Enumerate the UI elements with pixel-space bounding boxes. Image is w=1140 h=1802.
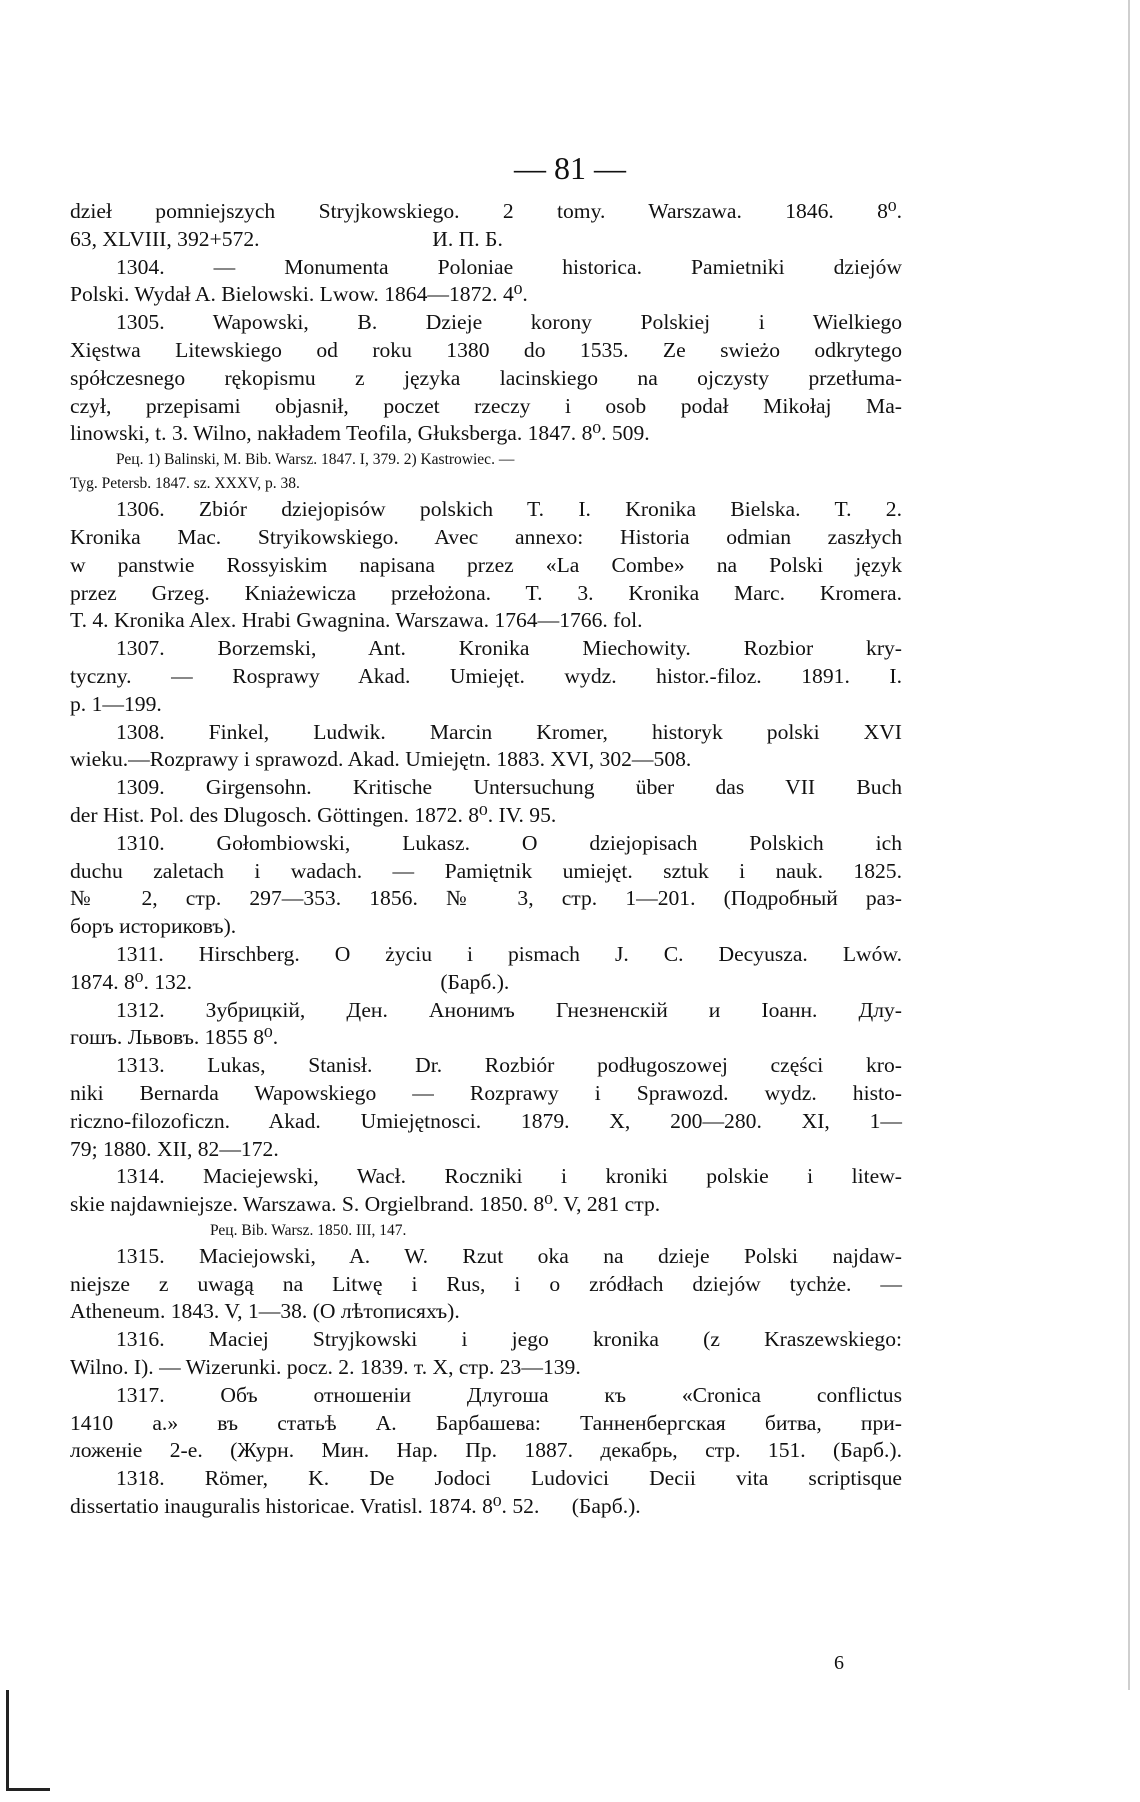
text-line: Polski. Wydał A. Bielowski. Lwow. 1864—1872. 4⁰. [70,282,528,307]
text-line: linowski, t. 3. Wilno, nakładem Teofila, Głuksberga. 1847. 8⁰. 509. [70,421,650,446]
text-line: ложеніе 2-е. (Журн. Мин. Нар. Пр. 1887. декабрь, стр. 151. (Барб.). [70,1438,902,1463]
text-line: p. 1—199. [70,691,162,716]
text-line: der Hist. Pol. des Dlugosch. Göttingen. 1872. 8⁰. IV. 95. [70,802,557,827]
review-note: Рец. Bib. Warsz. 1850. III, 147. [210,1221,407,1239]
text-line: № 2, стр. 297—353. 1856. № 3, стр. 1—201. (Подробный раз- [70,886,902,911]
entry-1318: 1318. Römer, K. De Jodoci Ludovici Decii vita scriptisque [116,1466,902,1491]
entry-1304: 1304. — Monumenta Poloniae historica. Pamietniki dziejów [116,254,902,279]
text-line: tyczny. — Rosprawy Akad. Umiejęt. wydz. histor.-filoz. 1891. I. [70,663,902,688]
entry-1312: 1312. Зубрицкій, Ден. Анонимъ Гнезненскій и Іоанн. Длу- [116,997,902,1022]
entry-1309: 1309. Girgensohn. Kritische Untersuchung über das VII Buch [116,775,902,800]
text-line: T. 4. Kronika Alex. Hrabi Gwagnina. Warszawa. 1764—1766. fol. [70,608,643,633]
text-line: Kronika Mac. Stryikowskiego. Avec annexo: Historia odmian zaszłych [70,524,902,549]
entry-1313: 1313. Lukas, Stanisł. Dr. Rozbiór podługoszowej części kro- [116,1053,902,1078]
entry-1305: 1305. Wapowski, B. Dzieje korony Polskiej i Wielkiego [116,310,902,335]
text-line: 1874. 8⁰. 132. (Барб.). [70,969,510,994]
review-note: Рец. 1) Balinski, M. Bib. Warsz. 1847. I, 379. 2) Kastrowiec. — [116,451,515,469]
entry-1317: 1317. Объ отношеніи Длугоша къ «Cronica conflictus [116,1382,902,1407]
text-line: duchu zaletach i wadach. — Pamiętnik umiejęt. sztuk i nauk. 1825. [70,858,902,883]
entry-1307: 1307. Borzemski, Ant. Kronika Miechowity. Rozbior kry- [116,636,902,661]
review-note: Tyg. Petersb. 1847. sz. XXXV, p. 38. [70,475,300,493]
entry-1310: 1310. Gołombiowski, Lukasz. O dziejopisach Polskich ich [116,830,902,855]
entry-1314: 1314. Maciejewski, Wacł. Roczniki i kroniki polskie i litew- [116,1164,902,1189]
text-line: 79; 1880. XII, 82—172. [70,1136,279,1161]
text-line: 1410 a.» въ статьѣ А. Барбашева: Танненбергская битва, при- [70,1410,902,1435]
text-line: dzieł pomniejszych Stryjkowskiego. 2 tomy. Warszawa. 1846. 8⁰. [70,199,902,223]
bibliography-text [70,198,902,1521]
corner-mark-horizontal [6,1788,50,1791]
text-line: Xięstwa Litewskiego od roku 1380 do 1535. Ze swieżo odkrytego [70,337,902,362]
text-line: riczno-filozoficzn. Akad. Umiejętnosci. 1879. X, 200—280. XI, 1— [70,1108,902,1133]
text-line: dissertatio inauguralis historicae. Vratisl. 1874. 8⁰. 52. (Барб.). [70,1494,641,1519]
text-line: 63, XLVIII, 392+572. И. П. Б. [70,226,503,251]
entry-1311: 1311. Hirschberg. O życiu i pismach J. C. Decyusza. Lwów. [116,941,902,966]
text-line: spółczesnego rękopismu z języka lacinskiego na ojczysty przetłuma- [70,365,902,390]
entry-1315: 1315. Maciejowski, A. W. Rzut oka na dzieje Polski najdaw- [116,1243,902,1268]
entry-1306: 1306. Zbiór dziejopisów polskich T. I. Kronika Bielska. T. 2. [116,497,902,522]
text-line: гошъ. Львовъ. 1855 8⁰. [70,1025,279,1050]
text-line: niki Bernarda Wapowskiego — Rozprawy i Sprawozd. wydz. histo- [70,1080,902,1105]
entry-1316: 1316. Maciej Stryjkowski i jego kronika (z Kraszewskiego: [116,1327,902,1352]
text-line: w panstwie Rossyiskim napisana przez «La Combe» na Polski język [70,552,902,577]
text-line: niejsze z uwagą na Litwę i Rus, i o zródłach dziejów tychże. — [70,1271,902,1296]
page-number: — 81 — [514,150,626,186]
signature-mark: 6 [834,1652,844,1674]
corner-mark-vertical [6,1690,9,1790]
text-line: przez Grzeg. Kniażewicza przełożona. T. 3. Kronika Marc. Kromera. [70,580,902,605]
text-line: Wilno. I). — Wizerunki. pocz. 2. 1839. т. X, стр. 23—139. [70,1355,581,1380]
entry-1308: 1308. Finkel, Ludwik. Marcin Kromer, historyk polski XVI [116,719,902,744]
text-line: skie najdawniejsze. Warszawa. S. Orgielbrand. 1850. 8⁰. V, 281 стр. [70,1192,661,1217]
page-edge-line [1128,0,1130,1690]
text-line: czył, przepisami objasnił, poczet rzeczy i osob podał Mikołaj Ma- [70,393,902,418]
text-line: боръ историковъ). [70,914,237,939]
text-line: wieku.—Rozprawy i sprawozd. Akad. Umiejętn. 1883. XVI, 302—508. [70,747,692,772]
text-line: Atheneum. 1843. V, 1—38. (О лѣтописяхъ). [70,1299,460,1324]
